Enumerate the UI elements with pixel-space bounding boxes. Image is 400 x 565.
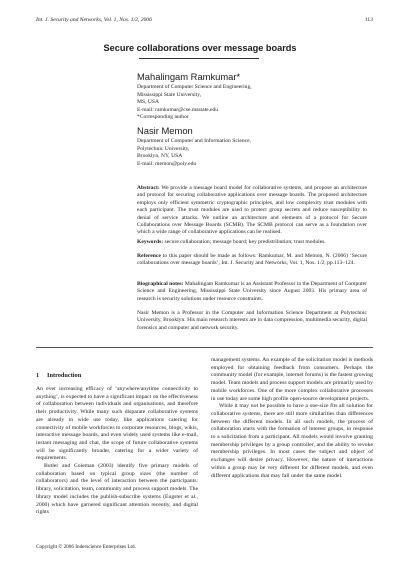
affiliation-line: Mississippi State University, xyxy=(137,91,202,98)
page-number: 113 xyxy=(364,17,373,23)
abstract-text: We provide a message board model for collaborative systems, and propose an architecture and protocol for securing collaborative applications over message boards. The proposed architecture employs only efficient symmetric cryptographic principles, and low complexity trust modules with each participant. The trust modules are used to protect group secrets and reduce susceptibility to denial of service attacks. We outline an architecture and elements of a protocol for Secure Collaborations over Message Boards (SCMB). The SCMB protocol can serve as a foundation over which a wide range of collaborative applications can be realised. xyxy=(137,185,367,236)
affiliation-line: Department of Computer Science and Engineering, xyxy=(137,84,252,90)
reference-text: to this paper should be made as follows: Ramkumar, M. and Memon, N. (2006) ‘Secure collaborations over message boards’, Int. J. Security and Networks, Vol. 1, Nos. 1/2, pp.113–124. xyxy=(137,253,368,267)
corresponding-note: *Corresponding author xyxy=(137,114,189,121)
keywords-label: Keywords: xyxy=(137,239,164,245)
body-paragraph: While it may not be possible to have a one-size fits all solution for collaborative systems, there are still more similarities than differences between the different models. In all such models, the process of collaboration starts with the formation of interest groups, in response to a solicitation from a participant. All models would involve granting membership privileges by a group controller, and the ability to revoke membership privileges. In most cases the subject and object of exchanges will desire privacy. However, the nature of interactions within a group may be very different for different models, and even different applications that may fall under the same model. xyxy=(211,403,373,479)
journal-citation: Int. J. Security and Networks, Vol. 1, Nos. 1/2, 2006 xyxy=(36,17,152,23)
author-2-name: Nasir Memon xyxy=(137,125,193,136)
author-1-name: Mahalingam Ramkumar* xyxy=(137,71,241,82)
body-paragraph: Butler and Coleman (2003) identify five primary models of collaboration based on typical group sizes (the number of collaborators) and the level of interaction between the participants: library, solicitation, team, community and process support models. The library model includes the publish-subscribe systems (Eugster et al., 2000) which have garnered significant attention recently, and digital rights xyxy=(36,463,198,516)
copyright-footer: Copyright © 2006 Inderscience Enterprises Ltd. xyxy=(36,544,136,550)
paper-title: Secure collaborations over message boards xyxy=(103,43,297,53)
keywords-text: secure collaboration; message board; key predistribution; trust modules. xyxy=(164,239,326,245)
author-2-affiliation xyxy=(137,138,387,168)
bio-label: Biographical notes: xyxy=(137,281,184,287)
author-2-email: E-mail: memon@poly.edu xyxy=(137,160,197,167)
body-paragraph: An ever increasing efficacy of ‘anywhere/anytime connectivity to anything’, is expected to have a significant impact on the effectiveness of collaboration between individuals and organisations, and therefore their productivity. While many such disparate collaborative systems are already in wide use today, like applications catering for connectivity of mobile workforces to corporate resources, blogs, wikis, interactive message boards, and even widely used systems like e-mail, instant messaging and chat, the scope of future collaborative systems will be significantly broader, catering for a wider variety of requirements. xyxy=(36,386,198,462)
keywords xyxy=(137,239,367,246)
left-column xyxy=(36,386,198,517)
section-divider xyxy=(36,347,373,348)
title-rule xyxy=(139,58,259,59)
affiliation-line: Polytechnic University, xyxy=(137,145,190,152)
section-number: 1 xyxy=(36,372,40,379)
section-title: Introduction xyxy=(47,372,82,379)
abstract-label: Abstract: xyxy=(137,185,160,191)
biographical-notes xyxy=(137,281,367,303)
right-column xyxy=(211,357,373,480)
reference xyxy=(137,253,367,268)
author-1-email: E-mail: ramkumar@cse.msstate.edu xyxy=(137,106,219,113)
affiliation-line: MS, USA xyxy=(137,99,160,106)
author-1-affiliation xyxy=(137,84,387,122)
bio-author-1: Mahalingam Ramkumar is an Assistant Professor in the Department of Computer Science and Engineering, Mississippi State University since August 2003. His primary area of research is security solutions under resource constraints. xyxy=(137,281,367,302)
body-paragraph: management systems. An example of the solicitation model is methods employed for obtaining feedback from consumers. Perhaps the community model (for example, internet forums) is the fastest growing model. Team models and process support models are primarily used by mobile workforces. One of the more complex collaborative processes in use today are some high profile open-source development projects. xyxy=(211,357,373,402)
bio-author-2: Nasir Memon is a Professor in the Computer and Information Science Department at Polytechnic University, Brooklyn. His main research interests are in data compression, multimedia security, digital forensics and computer and network security. xyxy=(137,310,367,331)
reference-label: Reference xyxy=(137,253,161,259)
abstract xyxy=(137,185,367,237)
affiliation-line: Department of Computer and Information Science, xyxy=(137,138,252,144)
section-heading xyxy=(36,372,81,379)
running-header xyxy=(36,17,373,24)
affiliation-line: Brooklyn, NY, USA xyxy=(137,153,183,160)
